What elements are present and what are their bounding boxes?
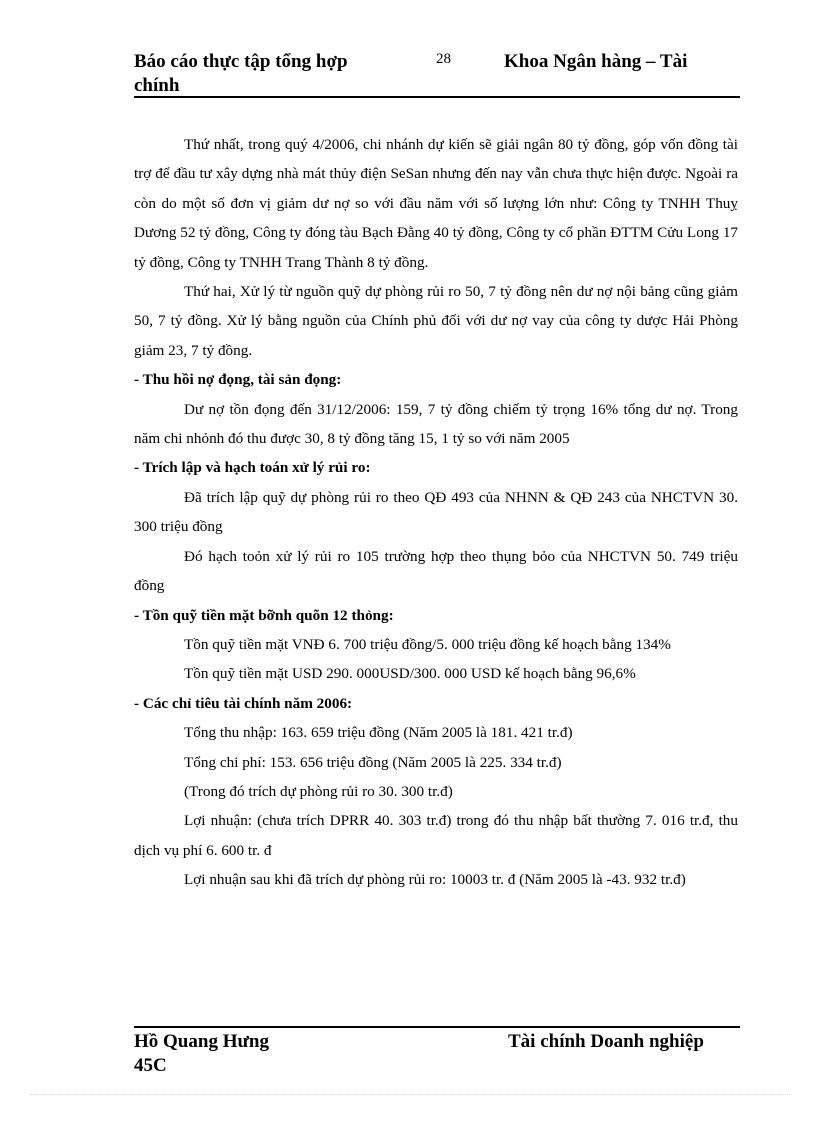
page-header bbox=[134, 48, 740, 98]
section-heading: - Thu hồi nợ đọng, tài sản đọng: bbox=[134, 371, 342, 389]
paragraph: Dư nợ tồn đọng đến 31/12/2006: 159, 7 tỷ đồng chiếm tỷ trọng 16% tổng dư nợ. Trong năm chi nhỏnh đó thu được 30, 8 tỷ đồng tăng 15, 1 tỷ so với năm 2005 bbox=[134, 400, 738, 448]
report-title: Báo cáo thực tập tổng hợp chính bbox=[134, 51, 348, 96]
paragraph: Tồn quỹ tiền mặt VNĐ 6. 700 triệu đồng/5. 000 triệu đồng kế hoạch bằng 134% bbox=[184, 635, 671, 653]
paragraph: Đã trích lập quỹ dự phòng rủi ro theo QĐ 493 của NHNN & QĐ 243 của NHCTVN 30. 300 triệu đồng bbox=[134, 488, 738, 536]
paragraph: Tổng thu nhập: 163. 659 triệu đồng (Năm 2005 là 181. 421 tr.đ) bbox=[184, 724, 573, 742]
paragraph: (Trong đó trích dự phòng rủi ro 30. 300 tr.đ) bbox=[184, 782, 453, 800]
paragraph: Tồn quỹ tiền mặt USD 290. 000USD/300. 000 USD kế hoạch bằng 96,6% bbox=[184, 665, 636, 683]
author-name: Hồ Quang Hưng 45C bbox=[134, 1031, 269, 1076]
page-edge-divider bbox=[30, 1094, 790, 1095]
paragraph: Thứ hai, Xử lý từ nguồn quỹ dự phòng rủi ro 50, 7 tỷ đồng nên dư nợ nội bảng cũng giảm 50, 7 tỷ đồng. Xử lý bằng nguồn của Chính phủ đối với dư nợ vay của công ty dược Hải Phòng giảm 23, 7 tỷ đồng. bbox=[134, 283, 738, 359]
page-body bbox=[134, 130, 738, 895]
section-heading: - Trích lập và hạch toán xử lý rủi ro: bbox=[134, 459, 371, 477]
paragraph: Đó hạch toỏn xử lý rủi ro 105 trường hợp theo thụng bỏo của NHCTVN 50. 749 triệu đồng bbox=[134, 547, 738, 595]
paragraph: Lợi nhuận: (chưa trích DPRR 40. 303 tr.đ) trong đó thu nhập bất thường 7. 016 tr.đ, thu dịch vụ phí 6. 600 tr. đ bbox=[134, 812, 738, 859]
footer-rule bbox=[134, 1026, 740, 1028]
section-heading: - Các chỉ tiêu tài chính năm 2006: bbox=[134, 694, 353, 712]
paragraph: Tổng chi phí: 153. 656 triệu đồng (Năm 2005 là 225. 334 tr.đ) bbox=[184, 753, 562, 771]
faculty-title: Khoa Ngân hàng – Tài bbox=[504, 51, 688, 72]
paragraph: Thứ nhất, trong quý 4/2006, chi nhánh dự kiến sẽ giải ngân 80 tỷ đồng, góp vốn đồng tài trợ để đầu tư xây dựng nhà mát thủy điện SeSan nhưng đến nay vẫn chưa thực hiện được. Ngoài ra còn do một số đơn vị giảm dư nợ so với đầu năm với số lượng lớn như: Công ty TNHH Thuỵ Dương 52 tỷ đồng, Công ty đóng tàu Bạch Đằng 40 tỷ đồng, Công ty cổ phần ĐTTM Cửu Long 17 tỷ đồng, Công ty TNHH Trang Thành 8 tỷ đồng. bbox=[134, 136, 738, 271]
page-number: 28 bbox=[436, 51, 451, 67]
paragraph: Lợi nhuận sau khi đã trích dự phòng rủi ro: 10003 tr. đ (Năm 2005 là -43. 932 tr.đ) bbox=[184, 871, 686, 889]
header-rule bbox=[134, 96, 740, 98]
section-heading: - Tồn quỹ tiền mặt bỡnh quõn 12 thỏng: bbox=[134, 606, 394, 624]
department-name: Tài chính Doanh nghiệp bbox=[508, 1031, 704, 1052]
